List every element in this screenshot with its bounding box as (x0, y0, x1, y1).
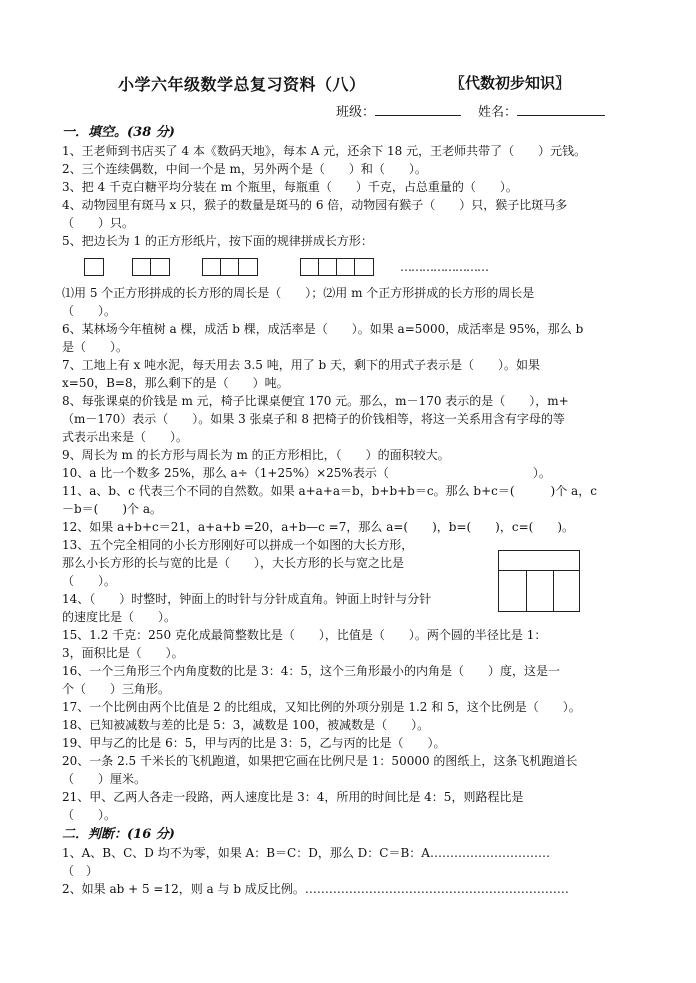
question-19: 19、甲与乙的比是 6：5，甲与丙的比是 3：5，乙与丙的比是（ ）。 (62, 736, 446, 750)
question-2: 2、三个连续偶数，中间一个是 m，另外两个是（ ）和（ ）。 (62, 162, 427, 176)
question-4-line2: （ ）只。 (62, 216, 135, 230)
question-3: 3、把 4 千克白糖平均分装在 m 个瓶里，每瓶重（ ）千克，占总重量的（ ）。 (62, 180, 518, 194)
question-1: 1、王老师到书店买了 4 本《数码天地》，每本 A 元，还余下 18 元，王老师共带了（ ）元钱。 (62, 144, 587, 158)
square-group-3 (202, 258, 258, 276)
question-18: 18、已知被减数与差的比是 5：3，减数是 100，被减数是（ ）。 (62, 718, 430, 732)
square-group-2 (132, 258, 170, 276)
question-20-line1: 20、一条 2.5 千米长的飞机跑道，如果把它画在比例尺是 1：50000 的图纸上，这条飞机跑道长 (62, 754, 578, 768)
question-17: 17、一个比例由两个比值是 2 的比组成，又知比例的外项分别是 1.2 和 5，这个比例是（ ）。 (62, 700, 581, 714)
question-20-line2: （ ）厘米。 (62, 772, 147, 786)
question-11-line1: 11、a、b、c 代表三个不同的自然数。如果 a+a+a＝b，b+b+b＝c。那么 b+c＝( )个 a，c (62, 484, 597, 498)
question-16-line1: 16、一个三角形三个内角度数的比是 3：4：5，这个三角形最小的内角是（ ）度，这是一 (62, 664, 560, 678)
question-11-line2: －b＝( )个 a。 (62, 502, 163, 516)
page-title: 小学六年级数学总复习资料（八） (118, 75, 366, 94)
square-pattern (62, 250, 642, 284)
diagram-divider-1 (526, 571, 527, 612)
title-row (62, 72, 642, 98)
section-judge-heading: 二．判断：(16 分) (62, 827, 175, 842)
question-8-line2: （m－170）表示（ ）。如果 3 张桌子和 8 把椅子的价钱相等，将这一关系用含有字母的等 (62, 412, 565, 426)
name-field (478, 101, 605, 120)
name-blank (517, 103, 605, 116)
question-13-line1: 13、五个完全相同的小长方形刚好可以拼成一个如图的大长方形， (62, 538, 414, 552)
rectangle-diagram (498, 550, 580, 612)
name-label: 姓名： (478, 105, 518, 120)
square-group-4 (300, 258, 374, 276)
question-21-line2: （ ）。 (62, 808, 117, 822)
question-6-line1: 6、某林场今年植树 a 棵，成活 b 棵，成活率是（ ）。如果 a=5000，成活率是 95%，那么 b (62, 322, 584, 336)
question-16-line2: 个（ ）三角形。 (62, 682, 171, 696)
class-label: 班级： (336, 105, 376, 120)
question-8-line3: 式表示出来是（ ）。 (62, 430, 189, 444)
judge-1-line2: （ ） (62, 864, 99, 878)
diagram-divider-2 (553, 571, 554, 612)
question-14-line1: 14、（ ）时整时，钟面上的时针与分针成直角。钟面上时针与分针 (62, 592, 432, 606)
judge-1-line1: 1、A、B、C、D 均不为零，如果 A：B＝C：D，那么 D：C＝B：A………………………… (62, 846, 550, 860)
question-5: 5、把边长为 1 的正方形纸片，按下面的规律拼成长方形： (62, 234, 373, 248)
question-5-parts-line1: ⑴用 5 个正方形拼成的长方形的周长是（ ）；⑵用 m 个正方形拼成的长方形的周长是 (62, 286, 535, 300)
question-21-line1: 21、甲、乙两人各走一段路，两人速度比是 3：4，所用的时间比是 4：5，则路程比是 (62, 790, 524, 804)
question-14-line2: 的速度比是（ ）。 (62, 610, 177, 624)
question-6-line2: 是（ ）。 (62, 340, 129, 354)
student-info-row (62, 98, 642, 122)
question-12: 12、如果 a+b+c＝21，a+a+b =20，a+b—c =7，那么 a=( )，b=( )，c=( )。 (62, 520, 574, 534)
question-9: 9、周长为 m 的长方形与周长为 m 的正方形相比，（ ）的面积较大。 (62, 448, 450, 462)
question-8-line1: 8、每张课桌的价钱是 m 元，椅子比课桌便宜 170 元。那么，m－170 表示的是（ ），m+ (62, 394, 569, 408)
question-7-line1: 7、工地上有 x 吨水泥，每天用去 3.5 吨，用了 b 天，剩下的用式子表示是（ ）。如果 (62, 358, 541, 372)
question-4-line1: 4、动物园里有斑马 x 只，猴子的数量是斑马的 6 倍，动物园有猴子（ ）只，猴子比斑马多 (62, 198, 568, 212)
section-fill-heading: 一．填空。(38 分) (62, 125, 175, 140)
question-15-line2: 3，面积比是（ ）。 (62, 646, 184, 660)
square-group-1 (84, 258, 104, 276)
class-blank (375, 103, 461, 116)
question-7-line2: x=50，B=8，那么剩下的是（ ）吨。 (62, 376, 289, 390)
class-field (336, 101, 461, 120)
question-15-line1: 15、1.2 千克：250 克化成最简整数比是（ ），比值是（ ）。两个圆的半径比是 1： (62, 628, 547, 642)
judge-2: 2、如果 ab + 5 =12，则 a 与 b 成反比例。………………………………………………………… (62, 882, 569, 896)
page-subtitle: 〖代数初步知识〗 (450, 74, 571, 92)
question-5-parts-line2: （ ）。 (62, 304, 117, 318)
worksheet-page (62, 72, 642, 898)
question-13-line3: （ ）。 (62, 574, 117, 588)
pattern-ellipsis: …………………… (400, 260, 488, 274)
question-13-line2: 那么小长方形的长与宽的比是（ ），大长方形的长与宽之比是 (62, 556, 405, 570)
question-10: 10、a 比一个数多 25%，那么 a÷（1+25%）×25%表示（ ）。 (62, 466, 551, 480)
diagram-top-strip (499, 551, 579, 571)
